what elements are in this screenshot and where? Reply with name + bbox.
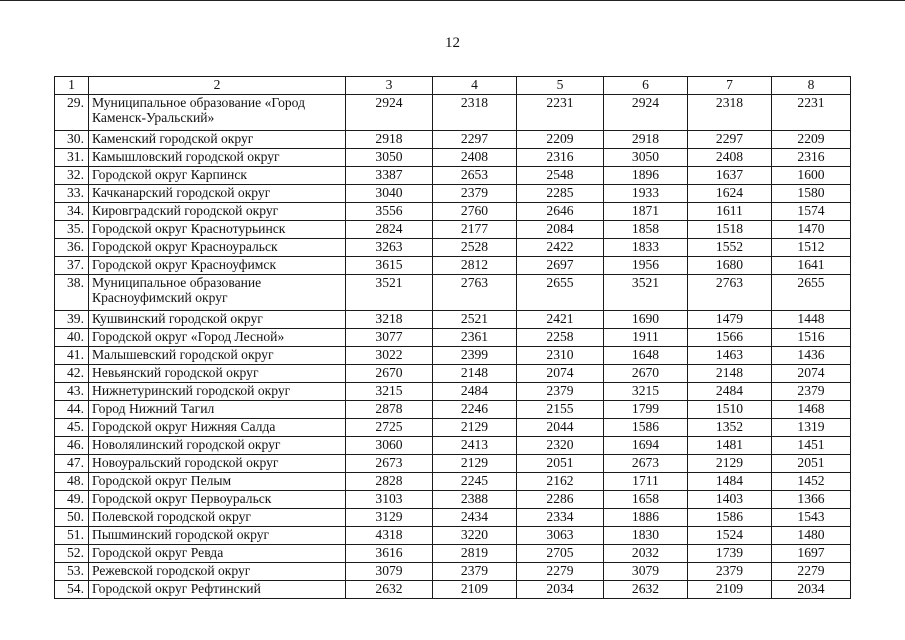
value-cell-col-4: 2484: [433, 383, 517, 401]
value-cell-col-7: 2297: [688, 131, 772, 149]
table-row: [55, 383, 851, 401]
row-number-cell: 37.: [55, 257, 89, 275]
value-cell-col-4: 2246: [433, 401, 517, 419]
row-number-cell: 40.: [55, 329, 89, 347]
value-cell-col-3: 3521: [346, 275, 433, 311]
municipality-name-cell: Камышловский городской округ: [89, 149, 346, 167]
value-cell-col-8: 1319: [772, 419, 851, 437]
value-cell-col-5: 2655: [517, 275, 604, 311]
value-cell-col-5: 2279: [517, 563, 604, 581]
municipality-name-cell: Городской округ Карпинск: [89, 167, 346, 185]
row-number-cell: 44.: [55, 401, 89, 419]
page-number: 12: [445, 35, 460, 51]
table-row: [55, 203, 851, 221]
value-cell-col-4: 2408: [433, 149, 517, 167]
value-cell-col-8: 1452: [772, 473, 851, 491]
value-cell-col-8: 1436: [772, 347, 851, 365]
value-cell-col-3: 3129: [346, 509, 433, 527]
value-cell-col-7: 2109: [688, 581, 772, 599]
municipality-name-cell: Городской округ Красноуфимск: [89, 257, 346, 275]
row-number-cell: 52.: [55, 545, 89, 563]
value-cell-col-3: 2918: [346, 131, 433, 149]
value-cell-col-8: 1448: [772, 311, 851, 329]
header-cell: 2: [89, 77, 346, 95]
value-cell-col-3: 2725: [346, 419, 433, 437]
value-cell-col-5: 2697: [517, 257, 604, 275]
municipality-name-cell: Городской округ Краснотурьинск: [89, 221, 346, 239]
value-cell-col-5: 2231: [517, 95, 604, 131]
table-row: [55, 509, 851, 527]
row-number-cell: 41.: [55, 347, 89, 365]
value-cell-col-4: 2760: [433, 203, 517, 221]
value-cell-col-3: 3218: [346, 311, 433, 329]
value-cell-col-8: 2279: [772, 563, 851, 581]
row-number-cell: 42.: [55, 365, 89, 383]
value-cell-col-5: 2422: [517, 239, 604, 257]
value-cell-col-4: 2109: [433, 581, 517, 599]
value-cell-col-7: 1586: [688, 509, 772, 527]
value-cell-col-6: 2670: [604, 365, 688, 383]
table-row: [55, 167, 851, 185]
value-cell-col-7: 1611: [688, 203, 772, 221]
table-row: [55, 275, 851, 311]
value-cell-col-6: 1648: [604, 347, 688, 365]
value-cell-col-4: 2763: [433, 275, 517, 311]
value-cell-col-4: 2653: [433, 167, 517, 185]
row-number-cell: 50.: [55, 509, 89, 527]
row-number-cell: 46.: [55, 437, 89, 455]
value-cell-col-8: 1468: [772, 401, 851, 419]
value-cell-col-3: 2878: [346, 401, 433, 419]
table-row: [55, 563, 851, 581]
value-cell-col-3: 3050: [346, 149, 433, 167]
table-row: [55, 437, 851, 455]
value-cell-col-7: 2379: [688, 563, 772, 581]
value-cell-col-3: 2924: [346, 95, 433, 131]
header-cell: 7: [688, 77, 772, 95]
value-cell-col-7: 2318: [688, 95, 772, 131]
value-cell-col-7: 2484: [688, 383, 772, 401]
value-cell-col-6: 1799: [604, 401, 688, 419]
value-cell-col-3: 3077: [346, 329, 433, 347]
value-cell-col-3: 3615: [346, 257, 433, 275]
value-cell-col-8: 2034: [772, 581, 851, 599]
value-cell-col-6: 1871: [604, 203, 688, 221]
row-number-cell: 51.: [55, 527, 89, 545]
row-number-cell: 29.: [55, 95, 89, 131]
value-cell-col-4: 2361: [433, 329, 517, 347]
value-cell-col-3: 3263: [346, 239, 433, 257]
value-cell-col-6: 1711: [604, 473, 688, 491]
municipality-name-cell: Городской округ Красноуральск: [89, 239, 346, 257]
value-cell-col-4: 2297: [433, 131, 517, 149]
municipality-name-cell: Невьянский городской округ: [89, 365, 346, 383]
header-cell: 4: [433, 77, 517, 95]
table-row: [55, 149, 851, 167]
row-number-cell: 48.: [55, 473, 89, 491]
value-cell-col-5: 2285: [517, 185, 604, 203]
row-number-cell: 54.: [55, 581, 89, 599]
row-number-cell: 30.: [55, 131, 89, 149]
value-cell-col-7: 1481: [688, 437, 772, 455]
value-cell-col-6: 1886: [604, 509, 688, 527]
value-cell-col-4: 2388: [433, 491, 517, 509]
value-cell-col-4: 2413: [433, 437, 517, 455]
value-cell-col-6: 1830: [604, 527, 688, 545]
value-cell-col-5: 2705: [517, 545, 604, 563]
value-cell-col-6: 1858: [604, 221, 688, 239]
value-cell-col-5: 2320: [517, 437, 604, 455]
value-cell-col-8: 1600: [772, 167, 851, 185]
municipality-name-cell: Пышминский городской округ: [89, 527, 346, 545]
municipality-name-cell: Режевской городской округ: [89, 563, 346, 581]
value-cell-col-3: 2828: [346, 473, 433, 491]
value-cell-col-5: 2084: [517, 221, 604, 239]
value-cell-col-7: 1352: [688, 419, 772, 437]
value-cell-col-7: 1403: [688, 491, 772, 509]
value-cell-col-3: 3616: [346, 545, 433, 563]
table-body: [55, 77, 851, 599]
municipality-name-cell: Муниципальное образование «Город Каменск-Уральский»: [89, 95, 346, 131]
municipality-name-cell: Город Нижний Тагил: [89, 401, 346, 419]
value-cell-col-5: 2162: [517, 473, 604, 491]
value-cell-col-3: 2632: [346, 581, 433, 599]
value-cell-col-8: 1580: [772, 185, 851, 203]
value-cell-col-4: 2318: [433, 95, 517, 131]
value-cell-col-6: 1956: [604, 257, 688, 275]
row-number-cell: 35.: [55, 221, 89, 239]
value-cell-col-4: 2399: [433, 347, 517, 365]
row-number-cell: 32.: [55, 167, 89, 185]
value-cell-col-7: 2148: [688, 365, 772, 383]
table-row: [55, 491, 851, 509]
value-cell-col-7: 1463: [688, 347, 772, 365]
value-cell-col-7: 1680: [688, 257, 772, 275]
table-row: [55, 581, 851, 599]
value-cell-col-6: 2632: [604, 581, 688, 599]
value-cell-col-5: 2548: [517, 167, 604, 185]
municipality-name-cell: Новоуральский городской округ: [89, 455, 346, 473]
value-cell-col-7: 1524: [688, 527, 772, 545]
value-cell-col-4: 2379: [433, 185, 517, 203]
header-cell: 8: [772, 77, 851, 95]
municipality-name-cell: Городской округ Рефтинский: [89, 581, 346, 599]
table-row: [55, 185, 851, 203]
value-cell-col-8: 1512: [772, 239, 851, 257]
municipality-name-cell: Кировградский городской округ: [89, 203, 346, 221]
municipality-name-cell: Кушвинский городской округ: [89, 311, 346, 329]
value-cell-col-8: 1543: [772, 509, 851, 527]
municipality-name-cell: Качканарский городской округ: [89, 185, 346, 203]
row-number-cell: 38.: [55, 275, 89, 311]
value-cell-col-7: 1479: [688, 311, 772, 329]
value-cell-col-5: 2286: [517, 491, 604, 509]
row-number-cell: 33.: [55, 185, 89, 203]
row-number-cell: 49.: [55, 491, 89, 509]
value-cell-col-8: 1641: [772, 257, 851, 275]
value-cell-col-8: 1366: [772, 491, 851, 509]
value-cell-col-6: 3521: [604, 275, 688, 311]
value-cell-col-3: 3040: [346, 185, 433, 203]
value-cell-col-6: 1933: [604, 185, 688, 203]
value-cell-col-6: 1896: [604, 167, 688, 185]
value-cell-col-5: 2209: [517, 131, 604, 149]
value-cell-col-5: 2074: [517, 365, 604, 383]
value-cell-col-8: 2074: [772, 365, 851, 383]
value-cell-col-6: 2673: [604, 455, 688, 473]
value-cell-col-3: 2673: [346, 455, 433, 473]
value-cell-col-7: 2129: [688, 455, 772, 473]
table-header-row: [55, 77, 851, 95]
municipality-name-cell: Городской округ «Город Лесной»: [89, 329, 346, 347]
value-cell-col-8: 2051: [772, 455, 851, 473]
value-cell-col-4: 2148: [433, 365, 517, 383]
value-cell-col-8: 2231: [772, 95, 851, 131]
table-row: [55, 347, 851, 365]
value-cell-col-3: 2670: [346, 365, 433, 383]
municipality-name-cell: Новолялинский городской округ: [89, 437, 346, 455]
municipality-name-cell: Муниципальное образование Красноуфимский округ: [89, 275, 346, 311]
header-cell: 3: [346, 77, 433, 95]
value-cell-col-5: 2155: [517, 401, 604, 419]
value-cell-col-6: 3215: [604, 383, 688, 401]
municipality-name-cell: Каменский городской округ: [89, 131, 346, 149]
table-row: [55, 257, 851, 275]
value-cell-col-8: 1470: [772, 221, 851, 239]
table-row: [55, 329, 851, 347]
value-cell-col-3: 2824: [346, 221, 433, 239]
value-cell-col-5: 2421: [517, 311, 604, 329]
value-cell-col-6: 2032: [604, 545, 688, 563]
row-number-cell: 34.: [55, 203, 89, 221]
value-cell-col-5: 2034: [517, 581, 604, 599]
value-cell-col-6: 1694: [604, 437, 688, 455]
table-row: [55, 221, 851, 239]
header-cell: 5: [517, 77, 604, 95]
value-cell-col-5: 2379: [517, 383, 604, 401]
value-cell-col-6: 2924: [604, 95, 688, 131]
value-cell-col-7: 1637: [688, 167, 772, 185]
table-row: [55, 419, 851, 437]
value-cell-col-6: 1586: [604, 419, 688, 437]
row-number-cell: 36.: [55, 239, 89, 257]
value-cell-col-5: 2310: [517, 347, 604, 365]
value-cell-col-5: 2044: [517, 419, 604, 437]
municipality-name-cell: Нижнетуринский городской округ: [89, 383, 346, 401]
value-cell-col-7: 1552: [688, 239, 772, 257]
value-cell-col-8: 2209: [772, 131, 851, 149]
table-row: [55, 473, 851, 491]
header-cell: 1: [55, 77, 89, 95]
value-cell-col-5: 2051: [517, 455, 604, 473]
value-cell-col-4: 2434: [433, 509, 517, 527]
value-cell-col-3: 3556: [346, 203, 433, 221]
value-cell-col-6: 3079: [604, 563, 688, 581]
table-row: [55, 311, 851, 329]
value-cell-col-3: 3103: [346, 491, 433, 509]
value-cell-col-8: 1480: [772, 527, 851, 545]
row-number-cell: 31.: [55, 149, 89, 167]
value-cell-col-7: 2408: [688, 149, 772, 167]
page-top-edge: [0, 0, 905, 1]
value-cell-col-6: 1911: [604, 329, 688, 347]
value-cell-col-4: 2521: [433, 311, 517, 329]
value-cell-col-4: 2129: [433, 455, 517, 473]
value-cell-col-3: 3387: [346, 167, 433, 185]
value-cell-col-7: 1518: [688, 221, 772, 239]
value-cell-col-5: 2334: [517, 509, 604, 527]
value-cell-col-7: 1624: [688, 185, 772, 203]
value-cell-col-8: 2379: [772, 383, 851, 401]
value-cell-col-8: 2316: [772, 149, 851, 167]
table-row: [55, 239, 851, 257]
value-cell-col-6: 3050: [604, 149, 688, 167]
value-cell-col-8: 1451: [772, 437, 851, 455]
table-row: [55, 95, 851, 131]
row-number-cell: 45.: [55, 419, 89, 437]
table-row: [55, 365, 851, 383]
value-cell-col-3: 4318: [346, 527, 433, 545]
value-cell-col-8: 2655: [772, 275, 851, 311]
value-cell-col-5: 3063: [517, 527, 604, 545]
value-cell-col-6: 2918: [604, 131, 688, 149]
value-cell-col-6: 1833: [604, 239, 688, 257]
row-number-cell: 47.: [55, 455, 89, 473]
municipality-name-cell: Полевской городской округ: [89, 509, 346, 527]
municipality-name-cell: Городской округ Первоуральск: [89, 491, 346, 509]
value-cell-col-6: 1690: [604, 311, 688, 329]
table-row: [55, 401, 851, 419]
value-cell-col-7: 1484: [688, 473, 772, 491]
table-row: [55, 545, 851, 563]
value-cell-col-5: 2316: [517, 149, 604, 167]
row-number-cell: 39.: [55, 311, 89, 329]
value-cell-col-6: 1658: [604, 491, 688, 509]
value-cell-col-4: 2245: [433, 473, 517, 491]
value-cell-col-3: 3079: [346, 563, 433, 581]
header-cell: 6: [604, 77, 688, 95]
value-cell-col-8: 1516: [772, 329, 851, 347]
value-cell-col-4: 2129: [433, 419, 517, 437]
municipality-name-cell: Малышевский городской округ: [89, 347, 346, 365]
value-cell-col-7: 1739: [688, 545, 772, 563]
value-cell-col-5: 2258: [517, 329, 604, 347]
value-cell-col-8: 1574: [772, 203, 851, 221]
value-cell-col-5: 2646: [517, 203, 604, 221]
row-number-cell: 43.: [55, 383, 89, 401]
table-row: [55, 131, 851, 149]
table-row: [55, 455, 851, 473]
value-cell-col-7: 1566: [688, 329, 772, 347]
value-cell-col-4: 2177: [433, 221, 517, 239]
value-cell-col-7: 2763: [688, 275, 772, 311]
value-cell-col-3: 3022: [346, 347, 433, 365]
value-cell-col-3: 3060: [346, 437, 433, 455]
value-cell-col-4: 2812: [433, 257, 517, 275]
value-cell-col-4: 3220: [433, 527, 517, 545]
municipality-name-cell: Городской округ Нижняя Салда: [89, 419, 346, 437]
value-cell-col-4: 2528: [433, 239, 517, 257]
value-cell-col-7: 1510: [688, 401, 772, 419]
municipality-name-cell: Городской округ Ревда: [89, 545, 346, 563]
value-cell-col-4: 2379: [433, 563, 517, 581]
table-row: [55, 527, 851, 545]
row-number-cell: 53.: [55, 563, 89, 581]
value-cell-col-8: 1697: [772, 545, 851, 563]
municipality-name-cell: Городской округ Пелым: [89, 473, 346, 491]
data-table: [54, 76, 851, 599]
value-cell-col-3: 3215: [346, 383, 433, 401]
value-cell-col-4: 2819: [433, 545, 517, 563]
